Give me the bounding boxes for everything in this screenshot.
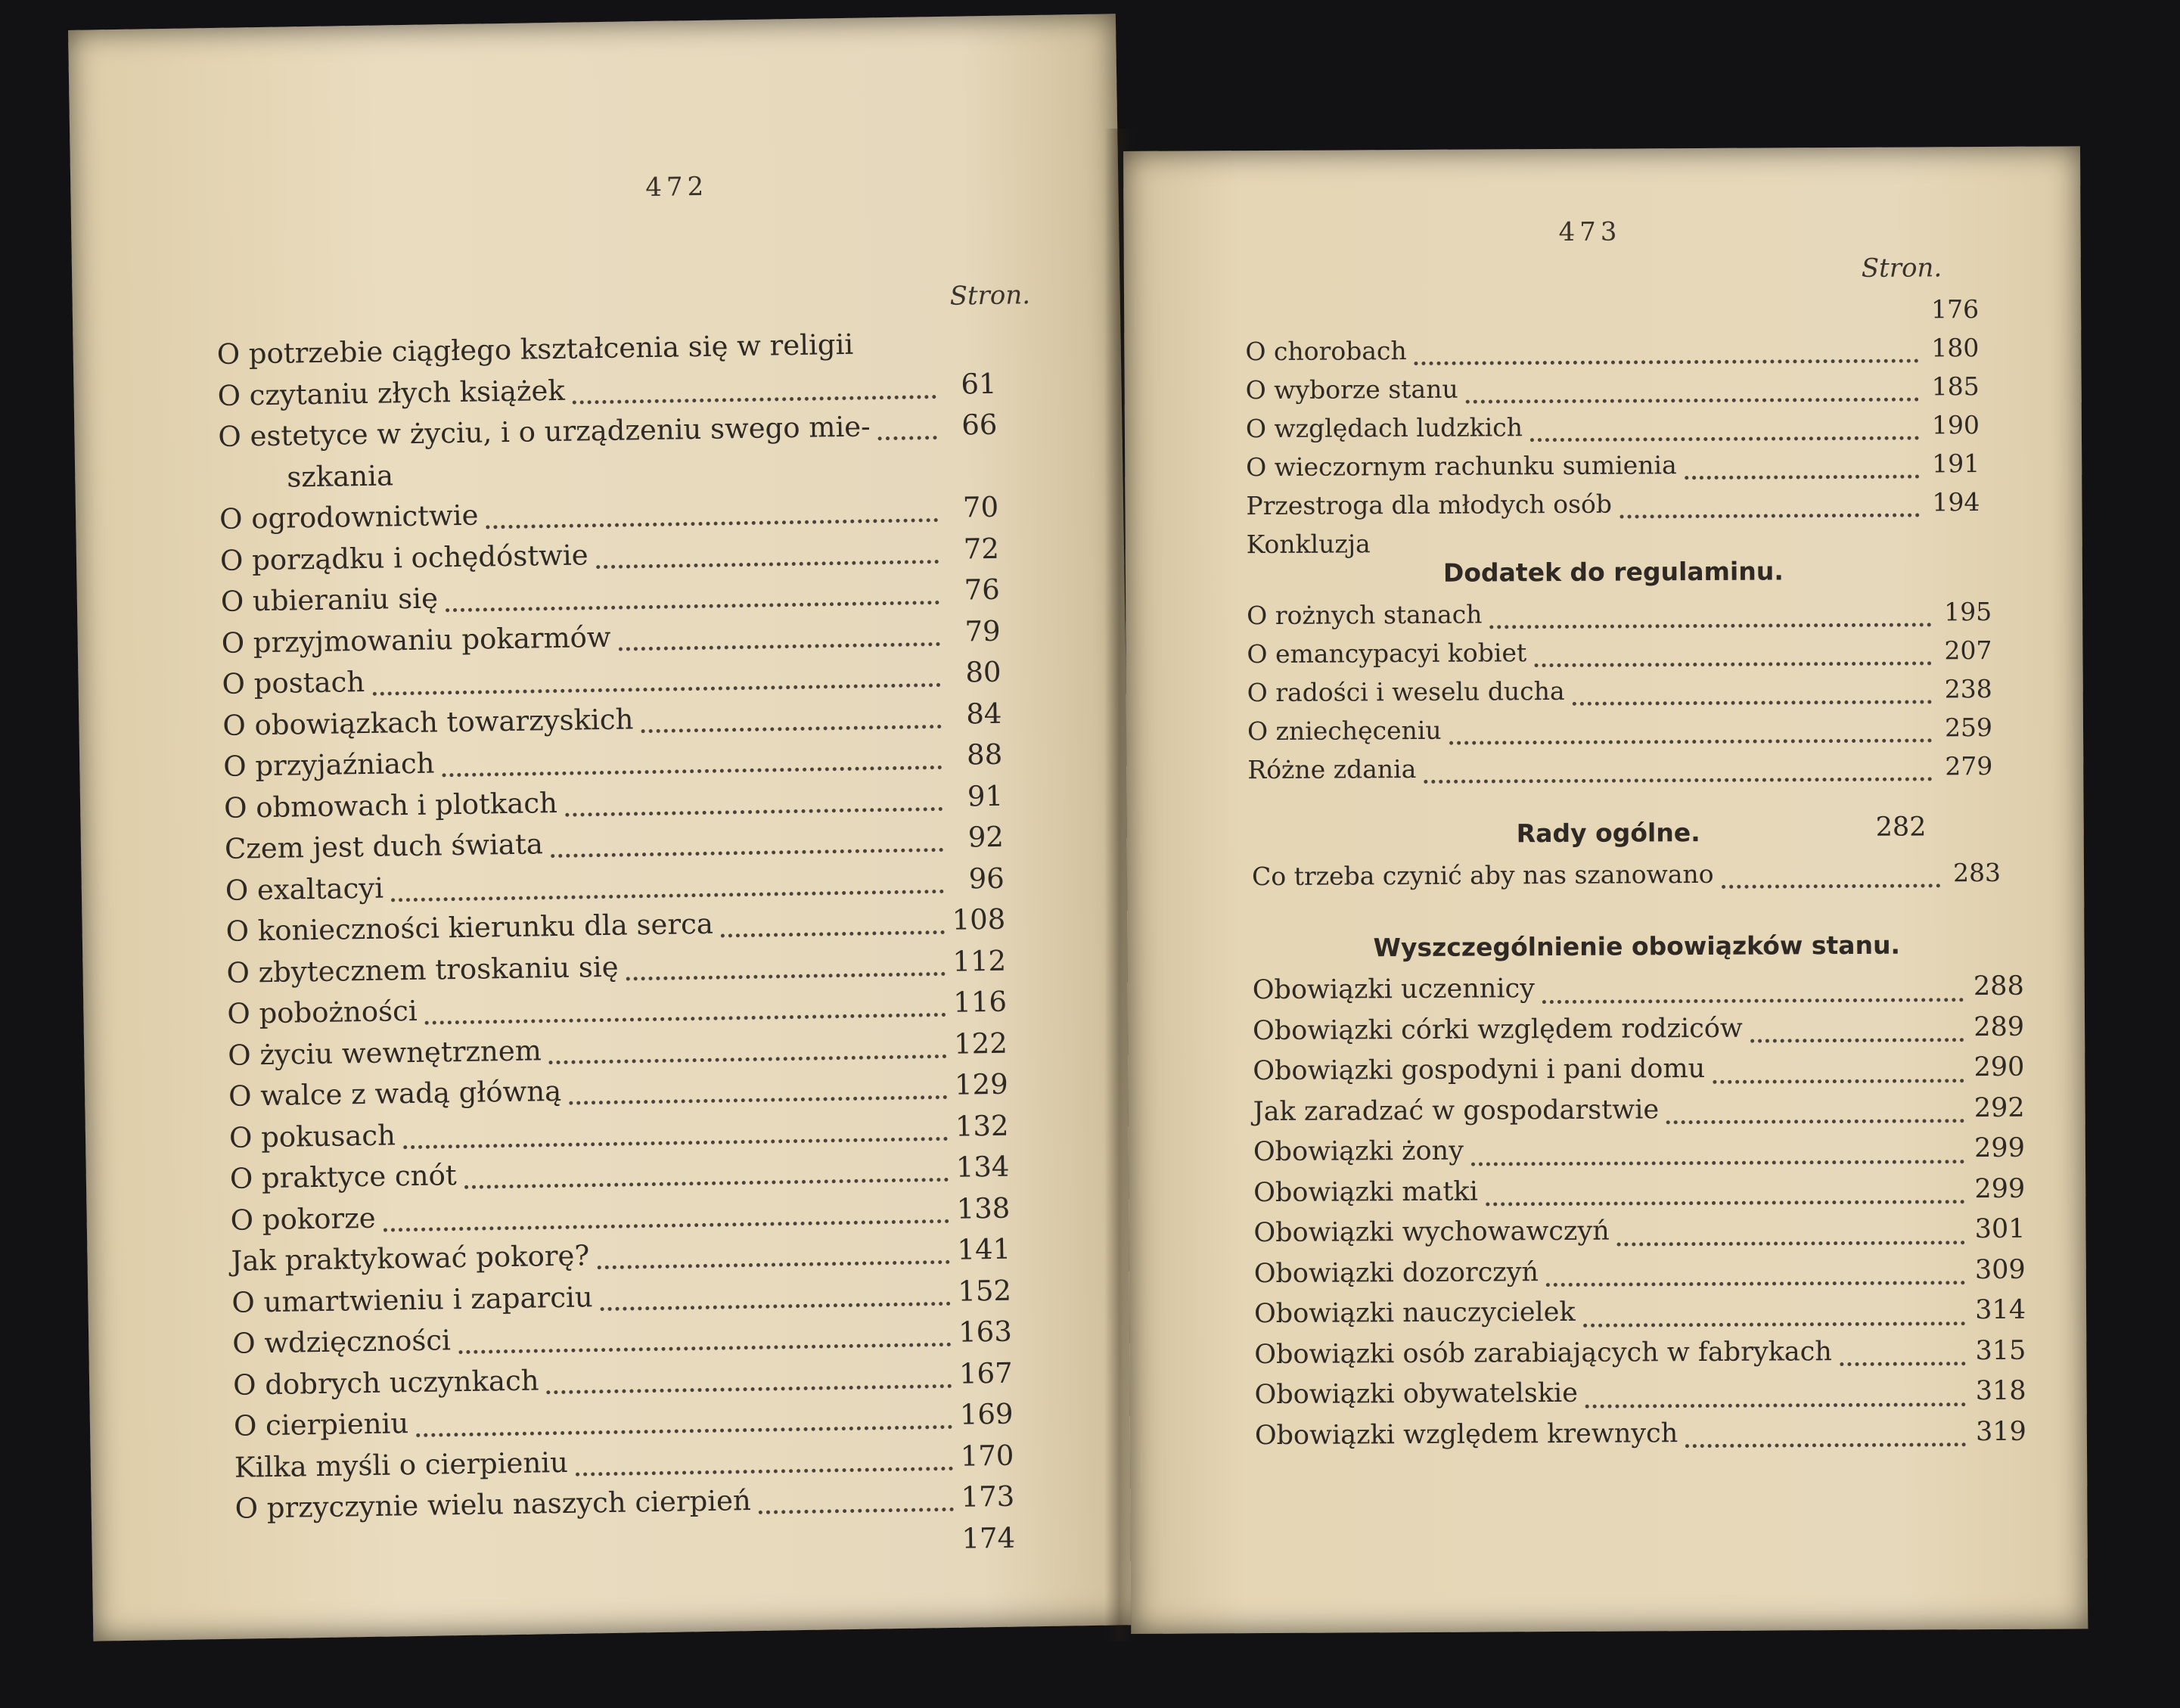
toc-entry-title: O konieczności kierunku dla serca bbox=[225, 907, 714, 948]
toc-entry-title: O zniechęceniu bbox=[1247, 715, 1442, 747]
toc-entry-page: 70 bbox=[962, 490, 999, 524]
toc-entry-page: 288 bbox=[1973, 970, 2024, 1002]
toc-entry-page: 238 bbox=[1944, 673, 1992, 704]
toc-entry-page: 72 bbox=[963, 532, 1000, 565]
toc-entry-page: 108 bbox=[952, 902, 1006, 936]
dot-leader bbox=[597, 1259, 949, 1269]
toc-entry-page: 79 bbox=[964, 614, 1001, 647]
toc-entry-title: O życiu wewnętrznem bbox=[227, 1033, 542, 1072]
toc-entry-title: O przyczynie wielu naszych cierpień bbox=[234, 1484, 752, 1525]
toc-entry-page: 194 bbox=[1932, 487, 1980, 517]
toc-entry-page: 132 bbox=[955, 1109, 1009, 1143]
dot-leader bbox=[384, 1219, 949, 1232]
toc-entry-page: 138 bbox=[956, 1191, 1011, 1225]
toc-entry-title: O walce z wadą główną bbox=[228, 1074, 562, 1113]
toc-entry-title: O wdzięczności bbox=[231, 1324, 452, 1360]
table-of-contents bbox=[1253, 971, 2026, 1461]
toc-entry bbox=[1247, 674, 1992, 716]
toc-entry bbox=[1246, 410, 1980, 452]
toc-entry-title: Przestroga dla młodych osób bbox=[1246, 489, 1613, 521]
toc-entry-page: 96 bbox=[968, 862, 1005, 895]
dot-leader bbox=[1617, 1240, 1965, 1246]
toc-entry-title: Jak praktykować pokorę? bbox=[231, 1239, 590, 1278]
toc-entry-title: Obowiązki córki względem rodziców bbox=[1252, 1013, 1743, 1046]
toc-entry-page: 180 bbox=[1931, 333, 1980, 363]
toc-entry-page bbox=[945, 475, 998, 476]
dot-leader bbox=[1666, 1118, 1964, 1124]
toc-entry-page: 292 bbox=[1973, 1092, 2025, 1123]
toc-entry-title: Obowiązki dozorczyń bbox=[1253, 1256, 1539, 1289]
dot-leader bbox=[1490, 622, 1932, 629]
dot-leader bbox=[547, 1383, 952, 1394]
toc-entry-title: Konkluzja bbox=[1246, 529, 1371, 560]
toc-entry-page: 207 bbox=[1944, 635, 1992, 666]
toc-entry-page: 84 bbox=[965, 697, 1002, 730]
toc-entry-title: O radości i weselu ducha bbox=[1247, 675, 1565, 708]
toc-entry-title: O względach ludzkich bbox=[1245, 412, 1523, 444]
dot-leader bbox=[1840, 1361, 1965, 1366]
toc-entry-page: 76 bbox=[964, 573, 1001, 607]
toc-entry bbox=[1255, 1416, 2026, 1461]
toc-entry-page: 173 bbox=[961, 1480, 1015, 1514]
toc-entry-title: Obowiązki matki bbox=[1253, 1176, 1478, 1208]
toc-entry-title: O przyjmowaniu pokarmów bbox=[221, 620, 611, 660]
dot-leader bbox=[1585, 1402, 1966, 1408]
toc-entry-title: O chorobach bbox=[1245, 336, 1407, 367]
dot-leader bbox=[759, 1507, 954, 1514]
toc-entry-page: 169 bbox=[959, 1397, 1014, 1431]
right-page bbox=[1123, 146, 2088, 1634]
toc-entry-page: 112 bbox=[952, 944, 1007, 978]
toc-entry-title: O pokorze bbox=[230, 1201, 376, 1237]
toc-entry-title: O estetyce w życiu, i o urządzeniu swego mie- bbox=[218, 410, 871, 453]
toc-entry-title: O rożnych stanach bbox=[1247, 599, 1483, 631]
toc-entry bbox=[1253, 1052, 2024, 1097]
dot-leader bbox=[596, 559, 939, 569]
toc-entry-page: 283 bbox=[1952, 857, 2001, 888]
column-header: Stron. bbox=[1861, 253, 1942, 284]
dot-leader bbox=[1449, 738, 1932, 744]
toc-entry-title: Różne zdania bbox=[1247, 753, 1417, 785]
table-of-contents bbox=[1245, 294, 1980, 568]
section-page-number: 282 bbox=[1875, 812, 1927, 843]
dot-leader bbox=[1466, 396, 1919, 403]
dot-leader bbox=[1685, 474, 1919, 480]
toc-entry-page: 176 bbox=[1931, 294, 1980, 325]
toc-entry bbox=[1253, 971, 2024, 1016]
toc-entry-title: Obowiązki żony bbox=[1253, 1135, 1464, 1168]
dot-leader bbox=[641, 724, 942, 733]
toc-entry-page: 61 bbox=[961, 367, 997, 401]
toc-entry bbox=[1253, 1011, 2024, 1056]
toc-entry-page: 319 bbox=[1975, 1416, 2026, 1447]
dot-leader bbox=[372, 682, 940, 696]
toc-entry-page: 88 bbox=[966, 738, 1003, 772]
toc-entry-title: O pobożności bbox=[227, 994, 418, 1030]
toc-entry bbox=[1253, 1214, 2025, 1259]
toc-entry bbox=[1246, 371, 1980, 414]
toc-entry-title: Obowiązki obywatelskie bbox=[1254, 1377, 1578, 1411]
dot-leader bbox=[576, 1466, 953, 1477]
toc-entry-page: 122 bbox=[953, 1026, 1008, 1061]
toc-entry-title: szkania bbox=[286, 458, 394, 494]
toc-entry-title: O zbytecznem troskaniu się bbox=[226, 950, 619, 989]
dot-leader bbox=[1471, 1159, 1964, 1166]
toc-entry-page: 314 bbox=[1975, 1294, 2026, 1326]
toc-entry-title: O potrzebie ciągłego kształcenia się w religii bbox=[216, 328, 854, 371]
toc-entry-title: O ogrodownictwie bbox=[219, 498, 479, 536]
dot-leader bbox=[619, 641, 940, 651]
dot-leader bbox=[425, 1012, 946, 1025]
toc-entry-page: 170 bbox=[960, 1439, 1014, 1473]
dot-leader bbox=[569, 1095, 947, 1105]
page-number: 473 bbox=[1558, 216, 1622, 247]
toc-entry-page: 174 bbox=[961, 1521, 1016, 1555]
toc-entry-title: Czem jest duch świata bbox=[224, 828, 544, 865]
toc-entry-page: 92 bbox=[967, 820, 1005, 854]
dot-leader bbox=[1424, 776, 1932, 784]
toc-entry-title: Obowiązki uczennicy bbox=[1252, 974, 1536, 1006]
toc-entry-title: Obowiązki osób zarabiających w fabrykach bbox=[1254, 1336, 1832, 1370]
dot-leader bbox=[391, 889, 944, 902]
toc-entry-page: 301 bbox=[1974, 1213, 2026, 1245]
toc-entry-title: O wieczornym rachunku sumienia bbox=[1246, 450, 1677, 483]
toc-entry bbox=[1255, 1376, 2026, 1421]
toc-entry-title: O przyjaźniach bbox=[222, 747, 435, 783]
toc-entry-page: 129 bbox=[954, 1067, 1008, 1101]
toc-entry bbox=[1247, 713, 1992, 755]
dot-leader bbox=[1713, 1078, 1964, 1084]
toc-entry-title: O cierpieniu bbox=[233, 1407, 409, 1442]
dot-leader bbox=[1573, 699, 1932, 705]
toc-entry bbox=[1246, 449, 1980, 491]
toc-entry-page: 289 bbox=[1973, 1011, 2025, 1042]
toc-entry-page: 163 bbox=[958, 1315, 1013, 1349]
toc-entry bbox=[1247, 597, 1992, 639]
toc-entry-title: O exaltacyi bbox=[225, 871, 384, 907]
toc-entry-title: O pokusach bbox=[228, 1118, 396, 1154]
toc-entry-title: O umartwieniu i zaparciu bbox=[231, 1280, 593, 1319]
dot-leader bbox=[446, 600, 939, 612]
toc-entry-page: 195 bbox=[1944, 596, 1992, 627]
dot-leader bbox=[1530, 435, 1919, 442]
toc-entry bbox=[1254, 1295, 2026, 1340]
section-heading: Wyszczególnienie obowiązków stanu. bbox=[1373, 930, 1901, 963]
toc-entry-title: O obowiązkach towarzyskich bbox=[222, 702, 634, 742]
toc-entry bbox=[1254, 1254, 2026, 1299]
dot-leader bbox=[721, 930, 945, 938]
table-of-contents bbox=[216, 326, 1015, 1575]
toc-entry-title: Obowiązki nauczycielek bbox=[1253, 1297, 1576, 1330]
toc-entry bbox=[1245, 294, 1979, 337]
toc-entry-page: 190 bbox=[1931, 410, 1980, 440]
dot-leader bbox=[403, 1136, 948, 1149]
toc-entry-page: 315 bbox=[1975, 1335, 2026, 1366]
dot-leader bbox=[549, 1054, 947, 1064]
page-number: 472 bbox=[645, 171, 709, 203]
toc-entry-title: O praktyce cnót bbox=[229, 1159, 457, 1195]
toc-entry-title: O ubieraniu się bbox=[220, 582, 439, 618]
toc-entry-page: 318 bbox=[1975, 1375, 2026, 1407]
toc-entry-title: O czytaniu złych książek bbox=[217, 374, 566, 412]
toc-entry bbox=[1246, 487, 1980, 529]
toc-entry-page: 259 bbox=[1944, 712, 1993, 743]
dot-leader bbox=[573, 394, 936, 405]
toc-entry-title: O porządku i ochędóstwie bbox=[219, 538, 588, 577]
toc-entry bbox=[1254, 1335, 2026, 1380]
dot-leader bbox=[1534, 660, 1931, 667]
toc-entry-page: 299 bbox=[1973, 1132, 2026, 1164]
section-heading: Dodatek do regulaminu. bbox=[1442, 556, 1784, 588]
toc-entry-page: 116 bbox=[952, 985, 1008, 1019]
toc-entry-title: O emancypacyi kobiet bbox=[1247, 638, 1527, 669]
dot-leader bbox=[1750, 1037, 1964, 1042]
toc-entry bbox=[1247, 635, 1992, 678]
toc-entry bbox=[1253, 1173, 2025, 1218]
toc-entry-page: 299 bbox=[1974, 1173, 2026, 1204]
toc-entry-title: Obowiązki gospodyni i pani domu bbox=[1253, 1053, 1706, 1087]
dot-leader bbox=[1542, 997, 1964, 1004]
left-page bbox=[68, 14, 1141, 1641]
toc-entry-page: 191 bbox=[1932, 449, 1980, 479]
table-of-contents bbox=[1252, 858, 2001, 900]
dot-leader bbox=[1486, 1199, 1964, 1206]
toc-entry-page: 185 bbox=[1931, 371, 1980, 402]
dot-leader bbox=[464, 1177, 949, 1189]
table-of-contents bbox=[1247, 597, 1992, 793]
section-heading-label: Rady ogólne. bbox=[1516, 818, 1700, 849]
toc-entry-title: Kilka myśli o cierpieniu bbox=[234, 1446, 569, 1484]
toc-entry bbox=[1252, 858, 2001, 900]
toc-entry bbox=[1253, 1092, 2025, 1137]
dot-leader bbox=[1583, 1321, 1965, 1328]
dot-leader bbox=[1685, 1442, 1966, 1448]
toc-entry-title: Jak zaradzać w gospodarstwie bbox=[1253, 1094, 1660, 1127]
toc-entry-title: O wyborze stanu bbox=[1245, 374, 1458, 405]
toc-entry-page: 66 bbox=[961, 408, 998, 442]
dot-leader bbox=[601, 1301, 951, 1311]
column-header: Stron. bbox=[949, 280, 1031, 312]
dot-leader bbox=[1546, 1280, 1965, 1287]
dot-leader bbox=[878, 435, 937, 440]
dot-leader bbox=[1619, 512, 1920, 518]
toc-entry-page: 91 bbox=[967, 779, 1004, 812]
dot-leader bbox=[486, 517, 939, 529]
toc-entry bbox=[1253, 1133, 2025, 1178]
toc-entry-page: 152 bbox=[957, 1274, 1012, 1308]
section-heading bbox=[1516, 812, 1927, 849]
toc-entry bbox=[1245, 333, 1979, 375]
dot-leader bbox=[565, 806, 942, 817]
dot-leader bbox=[551, 847, 943, 858]
toc-entry-page: 279 bbox=[1945, 750, 1993, 781]
toc-entry-page: 80 bbox=[965, 655, 1001, 689]
toc-entry-page: 290 bbox=[1973, 1051, 2025, 1083]
toc-entry-title: O obmowach i plotkach bbox=[223, 786, 558, 824]
dot-leader bbox=[1722, 883, 1940, 889]
toc-entry-title: Obowiązki wychowawczyń bbox=[1253, 1216, 1610, 1249]
toc-entry-page: 309 bbox=[1974, 1254, 2026, 1285]
toc-entry-page: 134 bbox=[955, 1150, 1010, 1184]
toc-entry-title: O postach bbox=[222, 665, 365, 700]
dot-leader bbox=[626, 971, 946, 981]
toc-entry-title: O dobrych uczynkach bbox=[232, 1363, 539, 1402]
dot-leader bbox=[416, 1424, 952, 1437]
toc-entry bbox=[1247, 751, 1992, 793]
toc-entry-page: 167 bbox=[958, 1356, 1013, 1390]
toc-entry-page: 141 bbox=[957, 1232, 1011, 1266]
dot-leader bbox=[458, 1342, 951, 1354]
dot-leader bbox=[1415, 358, 1919, 365]
dot-leader bbox=[443, 765, 942, 777]
toc-entry-title: Co trzeba czynić aby nas szanowano bbox=[1251, 859, 1714, 892]
toc-entry-title: Obowiązki względem krewnych bbox=[1254, 1418, 1678, 1451]
